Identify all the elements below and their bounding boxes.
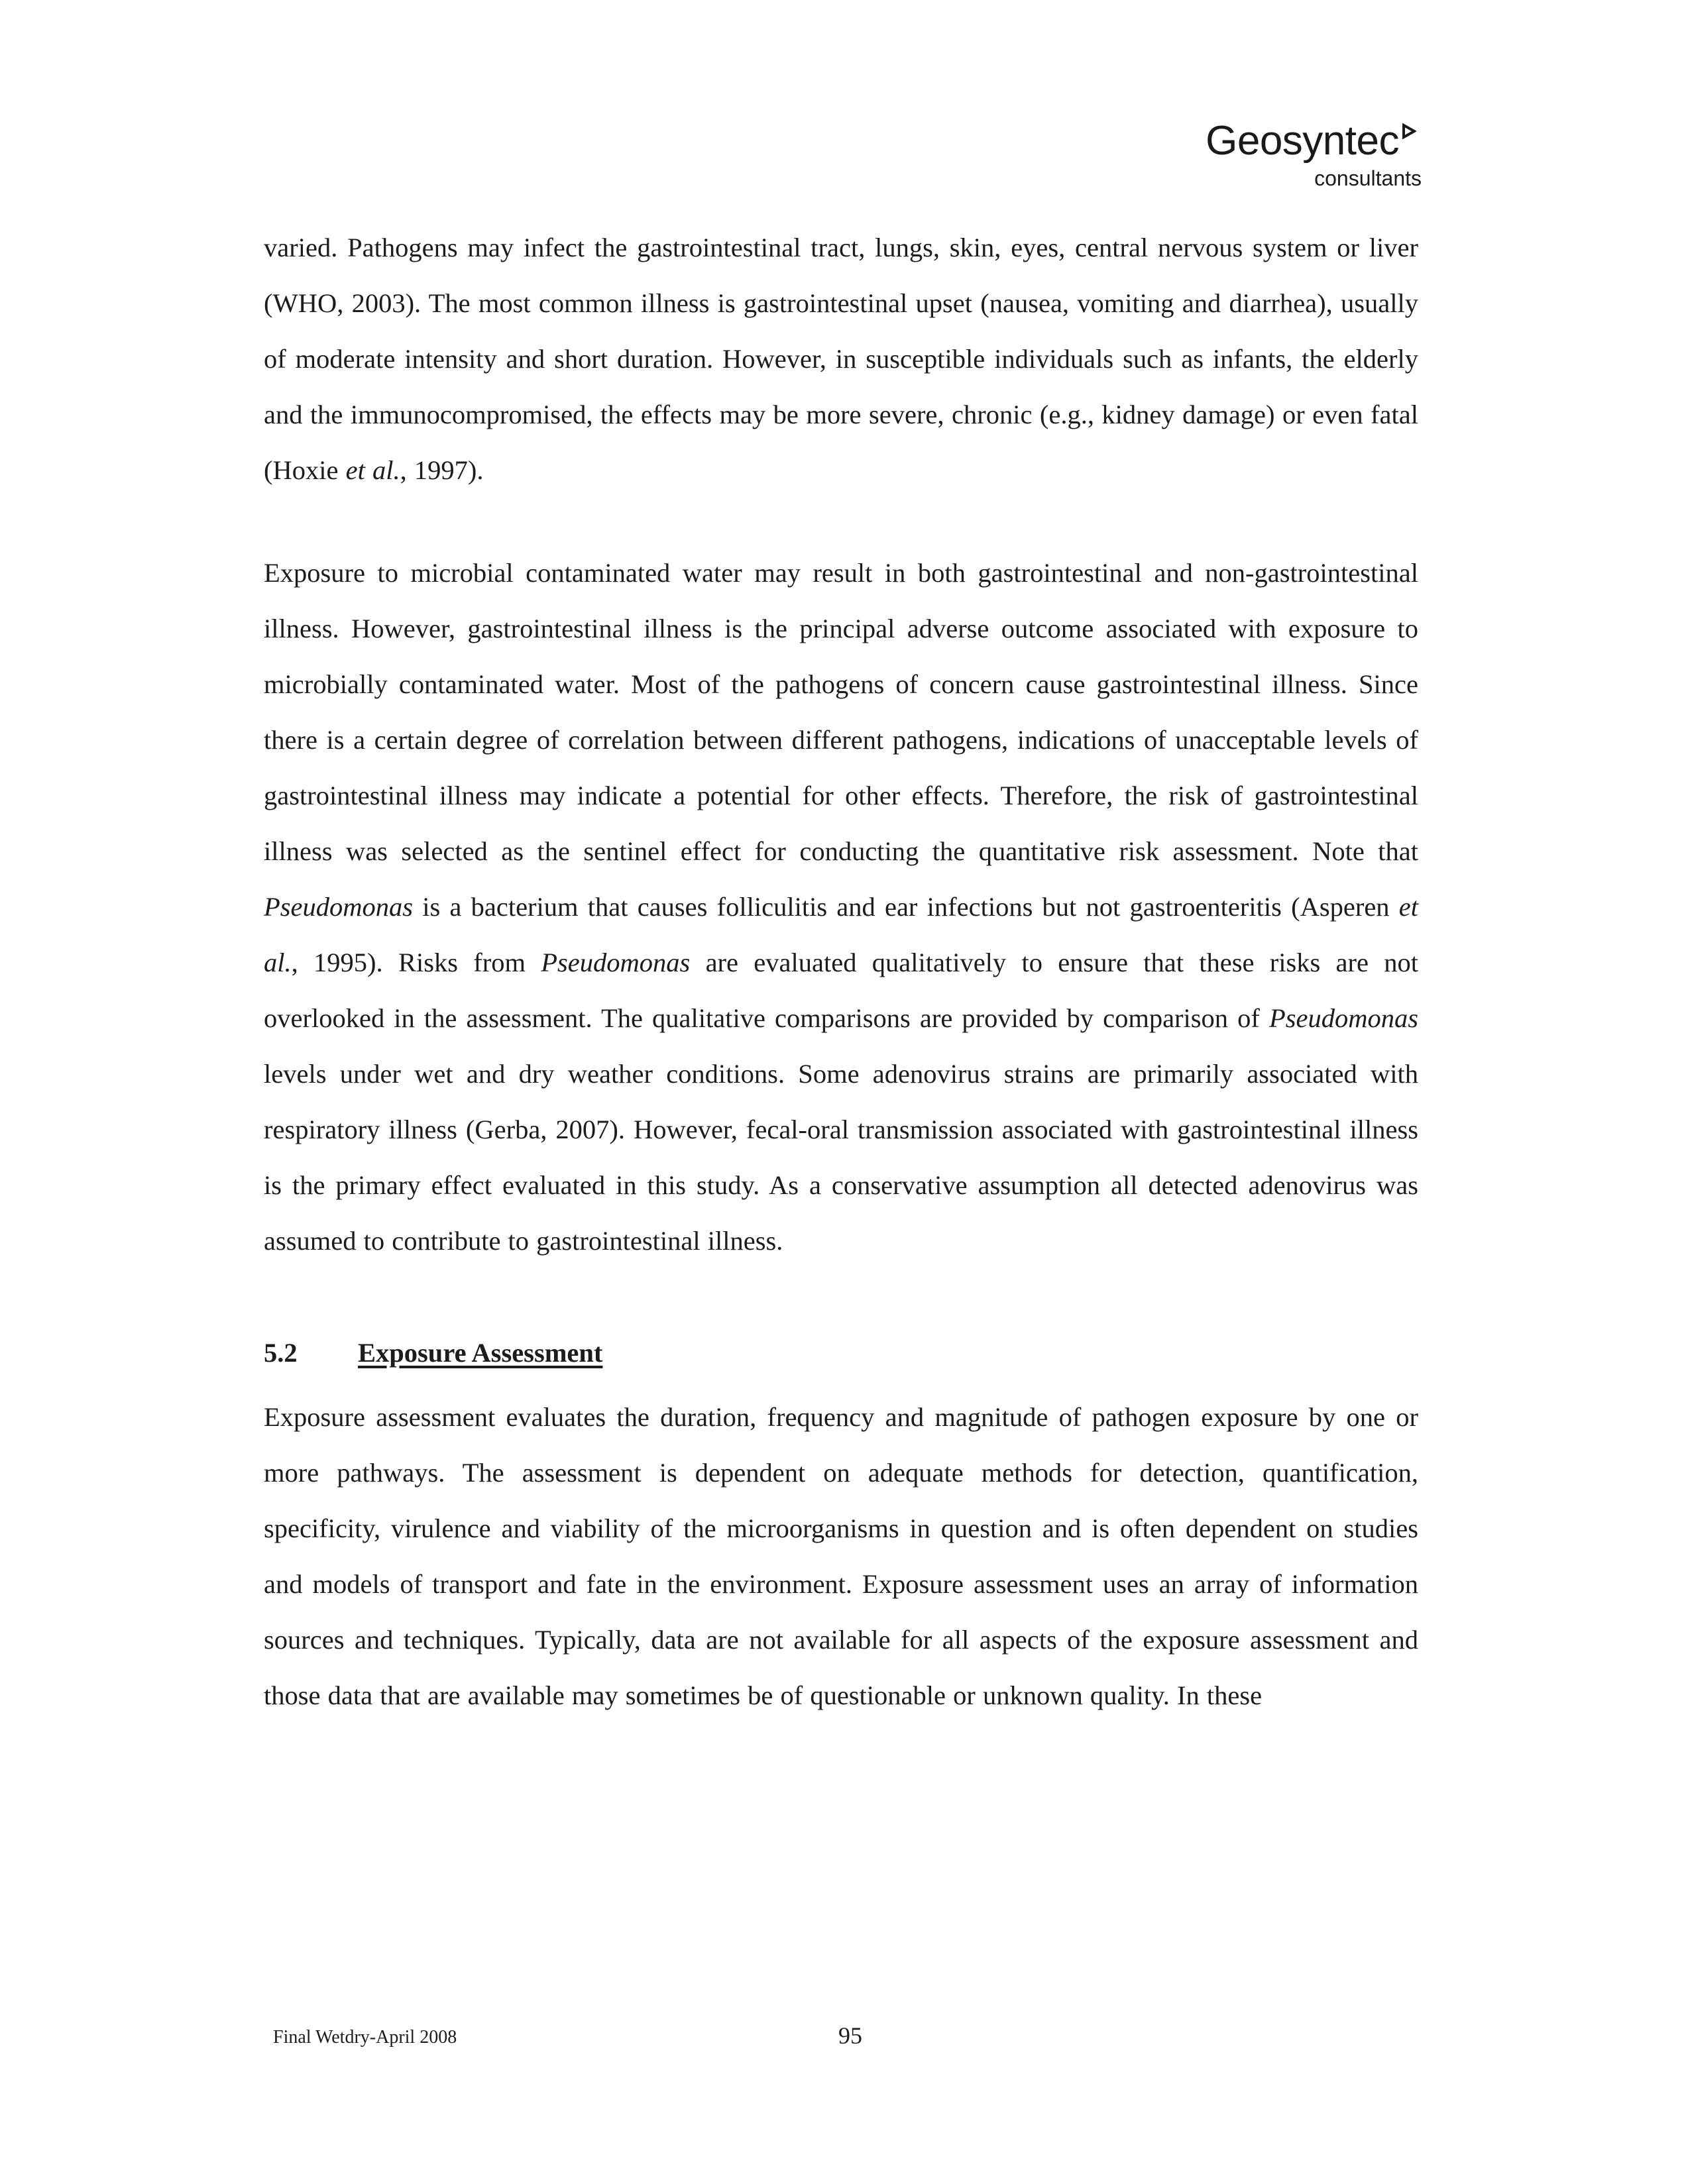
text-run: , 1997). — [400, 455, 484, 485]
text-run: is a bacterium that causes folliculitis and ear infections but not gastroenteritis (Asperen — [413, 892, 1399, 922]
italic-run: Pseudomonas — [541, 948, 691, 977]
logo-name: Geosyntec — [1206, 118, 1399, 164]
paragraph-exposure-microbial — [264, 545, 1418, 1269]
logo-subtitle: consultants — [1314, 166, 1422, 190]
section-heading — [264, 1335, 1418, 1371]
text-run: are evaluated qualitatively to ensure that these risks are not overlooked in the assessment. The qualitative comparisons are provided by comparison of — [264, 948, 1419, 1033]
text-run: , 1995). Risks from — [291, 948, 541, 977]
italic-run: et al. — [345, 455, 400, 485]
section-number: 5.2 — [264, 1338, 298, 1368]
text-run: Exposure assessment evaluates the duration, frequency and magnitude of pathogen exposure by one or more pathways. The assessment is dependent on adequate methods for detection, quantification, specificity, virulence and viability of the microorganisms in question and is often dependent on studies and models of transport and fate in the environment. Exposure assessment uses an array of information sources and techniques. Typically, data are not available for all aspects of the exposure assessment and those data that are available may sometimes be of questionable or unknown quality. In these — [264, 1402, 1418, 1710]
company-logo — [1206, 118, 1422, 191]
text-run: levels under wet and dry weather conditions. Some adenovirus strains are primarily associated with respiratory illness (Gerba, 2007). However, fecal-oral transmission associated with gastrointestinal illness is the primary effect evaluated in this study. As a conservative assumption all detected adenovirus was assumed to contribute to gastrointestinal illness. — [264, 1059, 1418, 1256]
footer-document-label: Final Wetdry-April 2008 — [273, 2027, 457, 2048]
italic-run: et al. — [264, 892, 1418, 977]
triangle-mark-icon — [1402, 123, 1416, 139]
text-run: varied. Pathogens may infect the gastrointestinal tract, lungs, skin, eyes, central nervous system or liver (WHO, 2003). The most common illness is gastrointestinal upset (nausea, vomiting and diarrhea), usually of moderate intensity and short duration. However, in susceptible individuals such as infants, the elderly and the immunocompromised, the effects may be more severe, chronic (e.g., kidney damage) or even fatal (Hoxie — [264, 233, 1418, 485]
paragraph-exposure-assessment — [264, 1390, 1418, 1723]
page-number: 95 — [838, 2022, 862, 2049]
page-body — [264, 220, 1418, 1723]
paragraph-health-effects — [264, 220, 1418, 498]
italic-run: Pseudomonas — [264, 892, 413, 922]
italic-run: Pseudomonas — [1269, 1003, 1418, 1033]
text-run: Exposure to microbial contaminated water may result in both gastrointestinal and non-gastrointestinal illness. However, gastrointestinal illness is the principal adverse outcome associated with exposure to microbially contaminated water. Most of the pathogens of concern cause gastrointestinal illness. Since there is a certain degree of correlation between different pathogens, indications of unacceptable levels of gastrointestinal illness may indicate a potential for other effects. Therefore, the risk of gastrointestinal illness was selected as the sentinel effect for conducting the quantitative risk assessment. Note that — [264, 558, 1418, 866]
section-title: Exposure Assessment — [358, 1338, 603, 1368]
